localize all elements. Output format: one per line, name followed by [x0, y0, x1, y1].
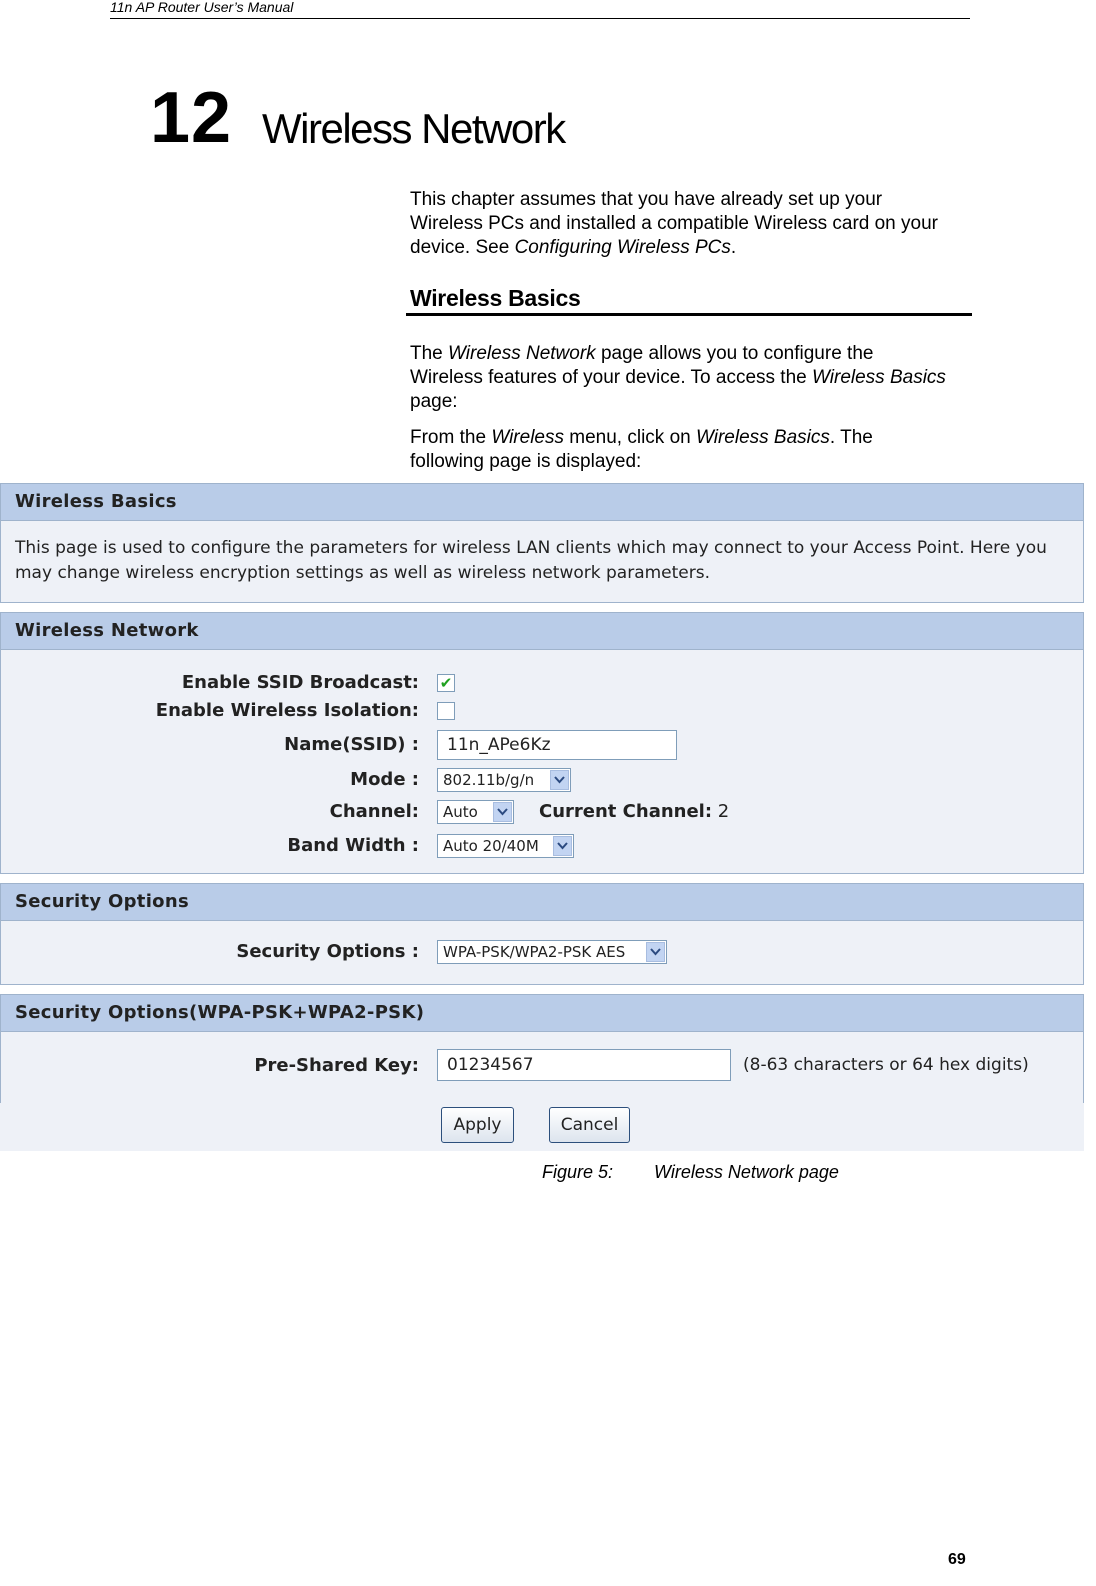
cancel-button[interactable]: Cancel — [549, 1107, 630, 1143]
ssid-name-label: Name(SSID) : — [284, 734, 419, 755]
panel-title: Wireless Network — [1, 613, 1083, 650]
wireless-network-screenshot — [0, 483, 1086, 1151]
bandwidth-label: Band Width : — [287, 835, 419, 856]
channel-row — [1, 798, 1081, 826]
mode-row — [1, 766, 1081, 794]
panel-title: Security Options(WPA-PSK+WPA2-PSK) — [1, 995, 1083, 1032]
chapter-number: 12 — [150, 78, 233, 158]
panel-description: This page is used to configure the parameters for wireless LAN clients which may connect to your Access Point. Here you may change wireless encryption settings as well as wireless network parameters. — [15, 538, 1047, 583]
pre-shared-key-input[interactable]: 01234567 — [437, 1049, 731, 1081]
chevron-down-icon — [493, 802, 512, 822]
ssid-name-input[interactable]: 11n_APe6Kz — [437, 730, 677, 760]
intro-line: device. See Configuring Wireless PCs. — [410, 237, 737, 258]
intro-line: Wireless PCs and installed a compatible Wireless card on your — [410, 213, 938, 234]
chevron-down-icon — [646, 942, 665, 962]
security-options-select[interactable]: WPA-PSK/WPA2-PSK AES — [437, 940, 667, 964]
pre-shared-key-label: Pre-Shared Key: — [254, 1055, 419, 1076]
security-options-panel — [0, 883, 1084, 985]
channel-label: Channel: — [329, 801, 419, 822]
panel-title: Wireless Basics — [1, 484, 1083, 521]
running-header: 11n AP Router User’s Manual — [110, 0, 970, 19]
button-bar — [0, 1103, 1084, 1151]
apply-button[interactable]: Apply — [441, 1107, 514, 1143]
wireless-basics-panel — [0, 483, 1084, 603]
mode-label: Mode : — [350, 769, 419, 790]
chapter-title: Wireless Network — [262, 105, 565, 152]
intro-line: This chapter assumes that you have already set up your — [410, 189, 883, 210]
wireless-isolation-label: Enable Wireless Isolation: — [155, 700, 419, 721]
channel-select[interactable]: Auto — [437, 800, 514, 824]
ssid-broadcast-checkbox[interactable]: ✔ — [437, 674, 455, 692]
section-rule — [406, 313, 972, 316]
chevron-down-icon — [550, 770, 569, 790]
instruction-paragraph: From the Wireless menu, click on Wireless Basics. The following page is displayed: — [410, 427, 873, 472]
intro-paragraph — [410, 188, 975, 260]
wireless-isolation-row — [1, 697, 1081, 725]
bandwidth-select[interactable]: Auto 20/40M — [437, 834, 574, 858]
mode-select[interactable]: 802.11b/g/n — [437, 768, 571, 792]
wireless-network-panel — [0, 612, 1084, 874]
pre-shared-key-row — [1, 1052, 1081, 1080]
current-channel: Current Channel: 2 — [539, 801, 730, 822]
key-format-hint: (8-63 characters or 64 hex digits) — [743, 1055, 1029, 1075]
ssid-broadcast-label: Enable SSID Broadcast: — [181, 672, 419, 693]
panel-title: Security Options — [1, 884, 1083, 921]
security-options-row — [1, 938, 1081, 966]
description-paragraph: The Wireless Network page allows you to configure the Wireless features of your device. To access the Wireless Basics page: — [410, 343, 946, 412]
section-heading: Wireless Basics — [410, 285, 581, 311]
bandwidth-row — [1, 832, 1081, 860]
security-options-label: Security Options : — [236, 941, 419, 962]
page-number: 69 — [948, 1551, 966, 1568]
figure-caption: Figure 5: Wireless Network page — [542, 1162, 839, 1182]
wpa-psk-panel — [0, 994, 1084, 1104]
reference-emphasis: Configuring Wireless PCs — [514, 237, 731, 258]
ssid-broadcast-row — [1, 669, 1081, 697]
ssid-name-row — [1, 731, 1081, 759]
chevron-down-icon — [553, 836, 572, 856]
wireless-isolation-checkbox[interactable] — [437, 702, 455, 720]
